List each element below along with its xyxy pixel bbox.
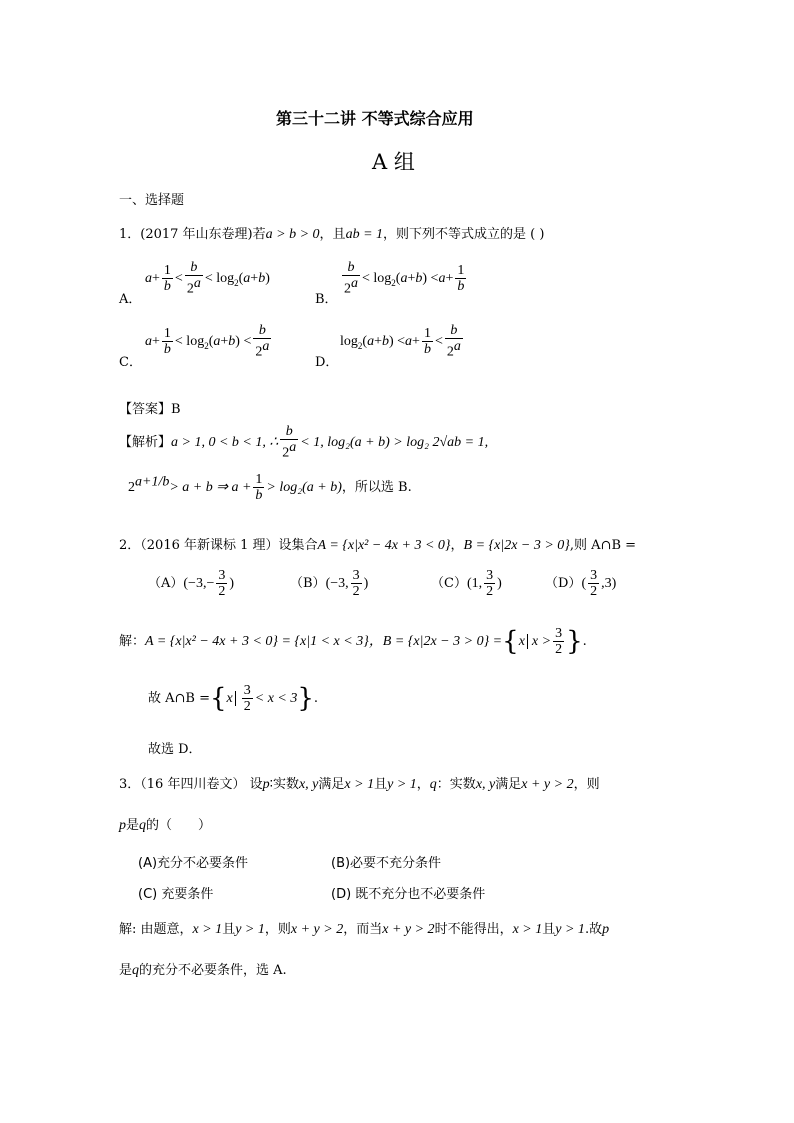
q3-solution-line2: 是q的充分不必要条件，选 A. bbox=[119, 963, 287, 978]
q1-stem-prefix: 1．(2017 年山东卷理)若 bbox=[119, 227, 266, 242]
q2-choose: 故选 D． bbox=[148, 742, 202, 757]
q2-set-a: A = {x|x² − 4x + 3 < 0} bbox=[317, 538, 451, 553]
q1-option-d-label: D． bbox=[315, 355, 339, 370]
section-heading: 一、选择题 bbox=[119, 193, 185, 208]
group-subtitle: A 组 bbox=[372, 150, 415, 174]
q2-solution: 解：A = {x|x² − 4x + 3 < 0} = {x|1 < x < 3}，B = {x|2x − 3 > 0} ={x x > $\frac{3}{2}$ }. bbox=[119, 626, 587, 657]
q2-option-c: （C）(1, $\frac{3}{2}$ ) bbox=[431, 568, 502, 599]
q3-solution-line1: 解: 由题意，x > 1且y > 1，则x + y > 2，而当x + y > 2时不能得出，x > 1且y > 1.故p bbox=[119, 922, 610, 937]
q1-cond1: a > b > 0 bbox=[265, 227, 320, 242]
q3-option-c: (C) 充要条件 bbox=[138, 887, 214, 902]
q1-option-b-formula: $\frac{b}{2^a}$ < $\log_2(a+b) <a+$ $\frac{1}{b}$ bbox=[344, 260, 465, 297]
q3-option-b: (B)必要不充分条件 bbox=[331, 856, 442, 871]
q2-therefore: 故 A∩B ={x $\frac{3}{2}$ < x < 3}. bbox=[148, 683, 319, 714]
q3-stem-line1: 3．（16 年四川卷文） 设p∶实数x, y满足x > 1且y > 1，q：实数x, y满足x + y > 2，则 bbox=[119, 777, 600, 792]
q1-answer: 【答案】B bbox=[119, 402, 181, 417]
q1-option-d-formula: $\log_2(a+b) <a+$ $\frac{1}{b}$ < $\frac{b}{2^a}$ bbox=[340, 323, 461, 360]
page-title: 第三十二讲 不等式综合应用 bbox=[276, 109, 474, 128]
q1-analysis-label: 【解析】 bbox=[119, 434, 172, 450]
q1-option-b-label: B． bbox=[315, 292, 338, 307]
q3-stem-line2: p是q的（ ） bbox=[119, 818, 212, 833]
q1-option-c-label: C． bbox=[119, 355, 142, 370]
q2-stem: 2．（2016 年新课标 1 理）设集合A = {x|x² − 4x + 3 < 0}，B = {x|2x − 3 > 0},则 A∩B = bbox=[119, 538, 637, 553]
q1-analysis-line1: 【解析】a > 1, 0 < b < 1, ∴ $\frac{b}{2^a}$ < 1, log₂(a + b) > log₂ 2√ab = 1, bbox=[119, 424, 489, 461]
q3-option-d: (D) 既不充分也不必要条件 bbox=[331, 887, 486, 902]
q1-stem bbox=[119, 223, 544, 243]
q2-option-b: （B）(−3, $\frac{3}{2}$ ) bbox=[290, 568, 369, 599]
q2-option-a: （A）(−3,− $\frac{3}{2}$ ) bbox=[148, 568, 235, 599]
q1-stem-suffix: ，则下列不等式成立的是 ( ) bbox=[383, 227, 545, 242]
q1-stem-mid: ，且 bbox=[319, 227, 346, 242]
q1-option-a-formula: a+ $\frac{1}{b}$ < $\frac{b}{2^a}$ < $\log_2(a+b)$ bbox=[145, 260, 270, 297]
q2-set-b: B = {x|2x − 3 > 0} bbox=[463, 538, 570, 553]
q1-option-a-label: A． bbox=[119, 292, 142, 307]
q1-analysis-line2: $2^{a+1/b}> a + b$ ⇒ a + $\frac{1}{b}$ > log₂(a + b)，所以选 B. bbox=[128, 472, 412, 503]
q1-option-c-formula: a+ $\frac{1}{b}$ < $\log_2(a+b)$ < $\frac{b}{2^a}$ bbox=[145, 323, 270, 360]
q1-cond2: ab = 1 bbox=[345, 227, 384, 242]
q3-option-a: (A)充分不必要条件 bbox=[138, 856, 249, 871]
q2-option-d: （D）( $\frac{3}{2}$ ,3) bbox=[545, 568, 617, 599]
